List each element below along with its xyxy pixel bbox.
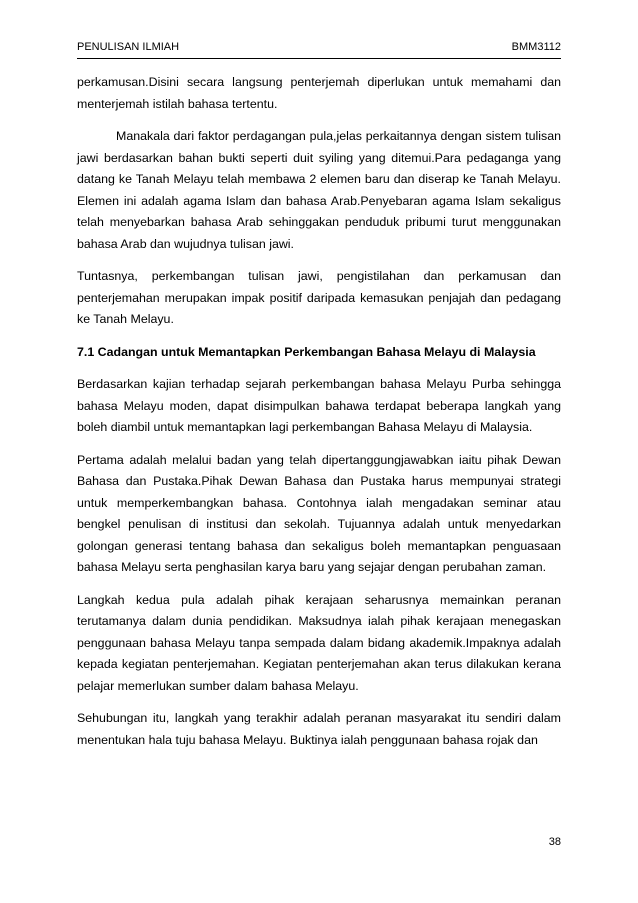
header-course-title: PENULISAN ILMIAH: [77, 41, 180, 53]
document-body: [77, 72, 561, 762]
section-heading: 7.1 Cadangan untuk Memantapkan Perkembangan Bahasa Melayu di Malaysia: [77, 344, 536, 359]
paragraph-tuntasnya: Tuntasnya, perkembangan tulisan jawi, pengistilahan dan perkamusan dan penterjemahan merupakan impak positif daripada kemasukan penjajah dan pedagang ke Tanah Melayu.: [77, 269, 561, 326]
header-divider: [77, 58, 561, 59]
page-number: 38: [548, 836, 561, 848]
header-course-code: BMM3112: [511, 41, 561, 53]
page-header: [77, 41, 561, 57]
paragraph-sehubungan: Sehubungan itu, langkah yang terakhir adalah peranan masyarakat itu sendiri dalam menentukan hala tuju bahasa Melayu. Buktinya ialah penggunaan bahasa rojak dan: [77, 711, 561, 747]
paragraph-perdagangan: Manakala dari faktor perdagangan pula,jelas perkaitannya dengan sistem tulisan jawi berdasarkan bahan bukti seperti duit syiling yang ditemui.Para pedaganga yang datang ke Tanah Melayu telah membawa 2 elemen baru dan diserap ke Tanah Melayu. Elemen ini adalah agama Islam dan bahasa Arab.Penyebaran agama Islam sekaligus telah menyebarkan bahasa Arab sehinggakan penduduk pribumi turut menggunakan bahasa Arab dan wujudnya tulisan jawi.: [77, 129, 561, 251]
paragraph-perkamusan: perkamusan.Disini secara langsung penterjemah diperlukan untuk memahami dan menterjemah istilah bahasa tertentu.: [77, 75, 561, 111]
paragraph-berdasarkan: Berdasarkan kajian terhadap sejarah perkembangan bahasa Melayu Purba sehingga bahasa Melayu moden, dapat disimpulkan bahawa terdapat beberapa langkah yang boleh diambil untuk memantapkan lagi perkembangan Bahasa Melayu di Malaysia.: [77, 377, 561, 434]
paragraph-pertama: Pertama adalah melalui badan yang telah dipertanggungjawabkan iaitu pihak Dewan Bahasa dan Pustaka.Pihak Dewan Bahasa dan Pustaka harus mempunyai strategi untuk memperkembangkan bahasa. Contohnya ialah mengadakan seminar atau bengkel penulisan di institusi dan sekolah. Tujuannya adalah untuk menyedarkan golongan generasi tentang bahasa dan sekaligus boleh memantapkan penguasaan bahasa Melayu serta penghasilan karya baru yang sejajar dengan perubahan zaman.: [77, 452, 561, 574]
paragraph-langkah-kedua: Langkah kedua pula adalah pihak kerajaan seharusnya memainkan peranan terutamanya dalam dunia pendidikan. Maksudnya ialah pihak kerajaan menegaskan penggunaan bahasa Melayu tanpa sempada dalam bidang akademik.Impaknya adalah kepada kegiatan penterjemahan. Kegiatan penterjemahan akan terus dilakukan kerana pelajar memerlukan sumber dalam bahasa Melayu.: [77, 592, 561, 693]
